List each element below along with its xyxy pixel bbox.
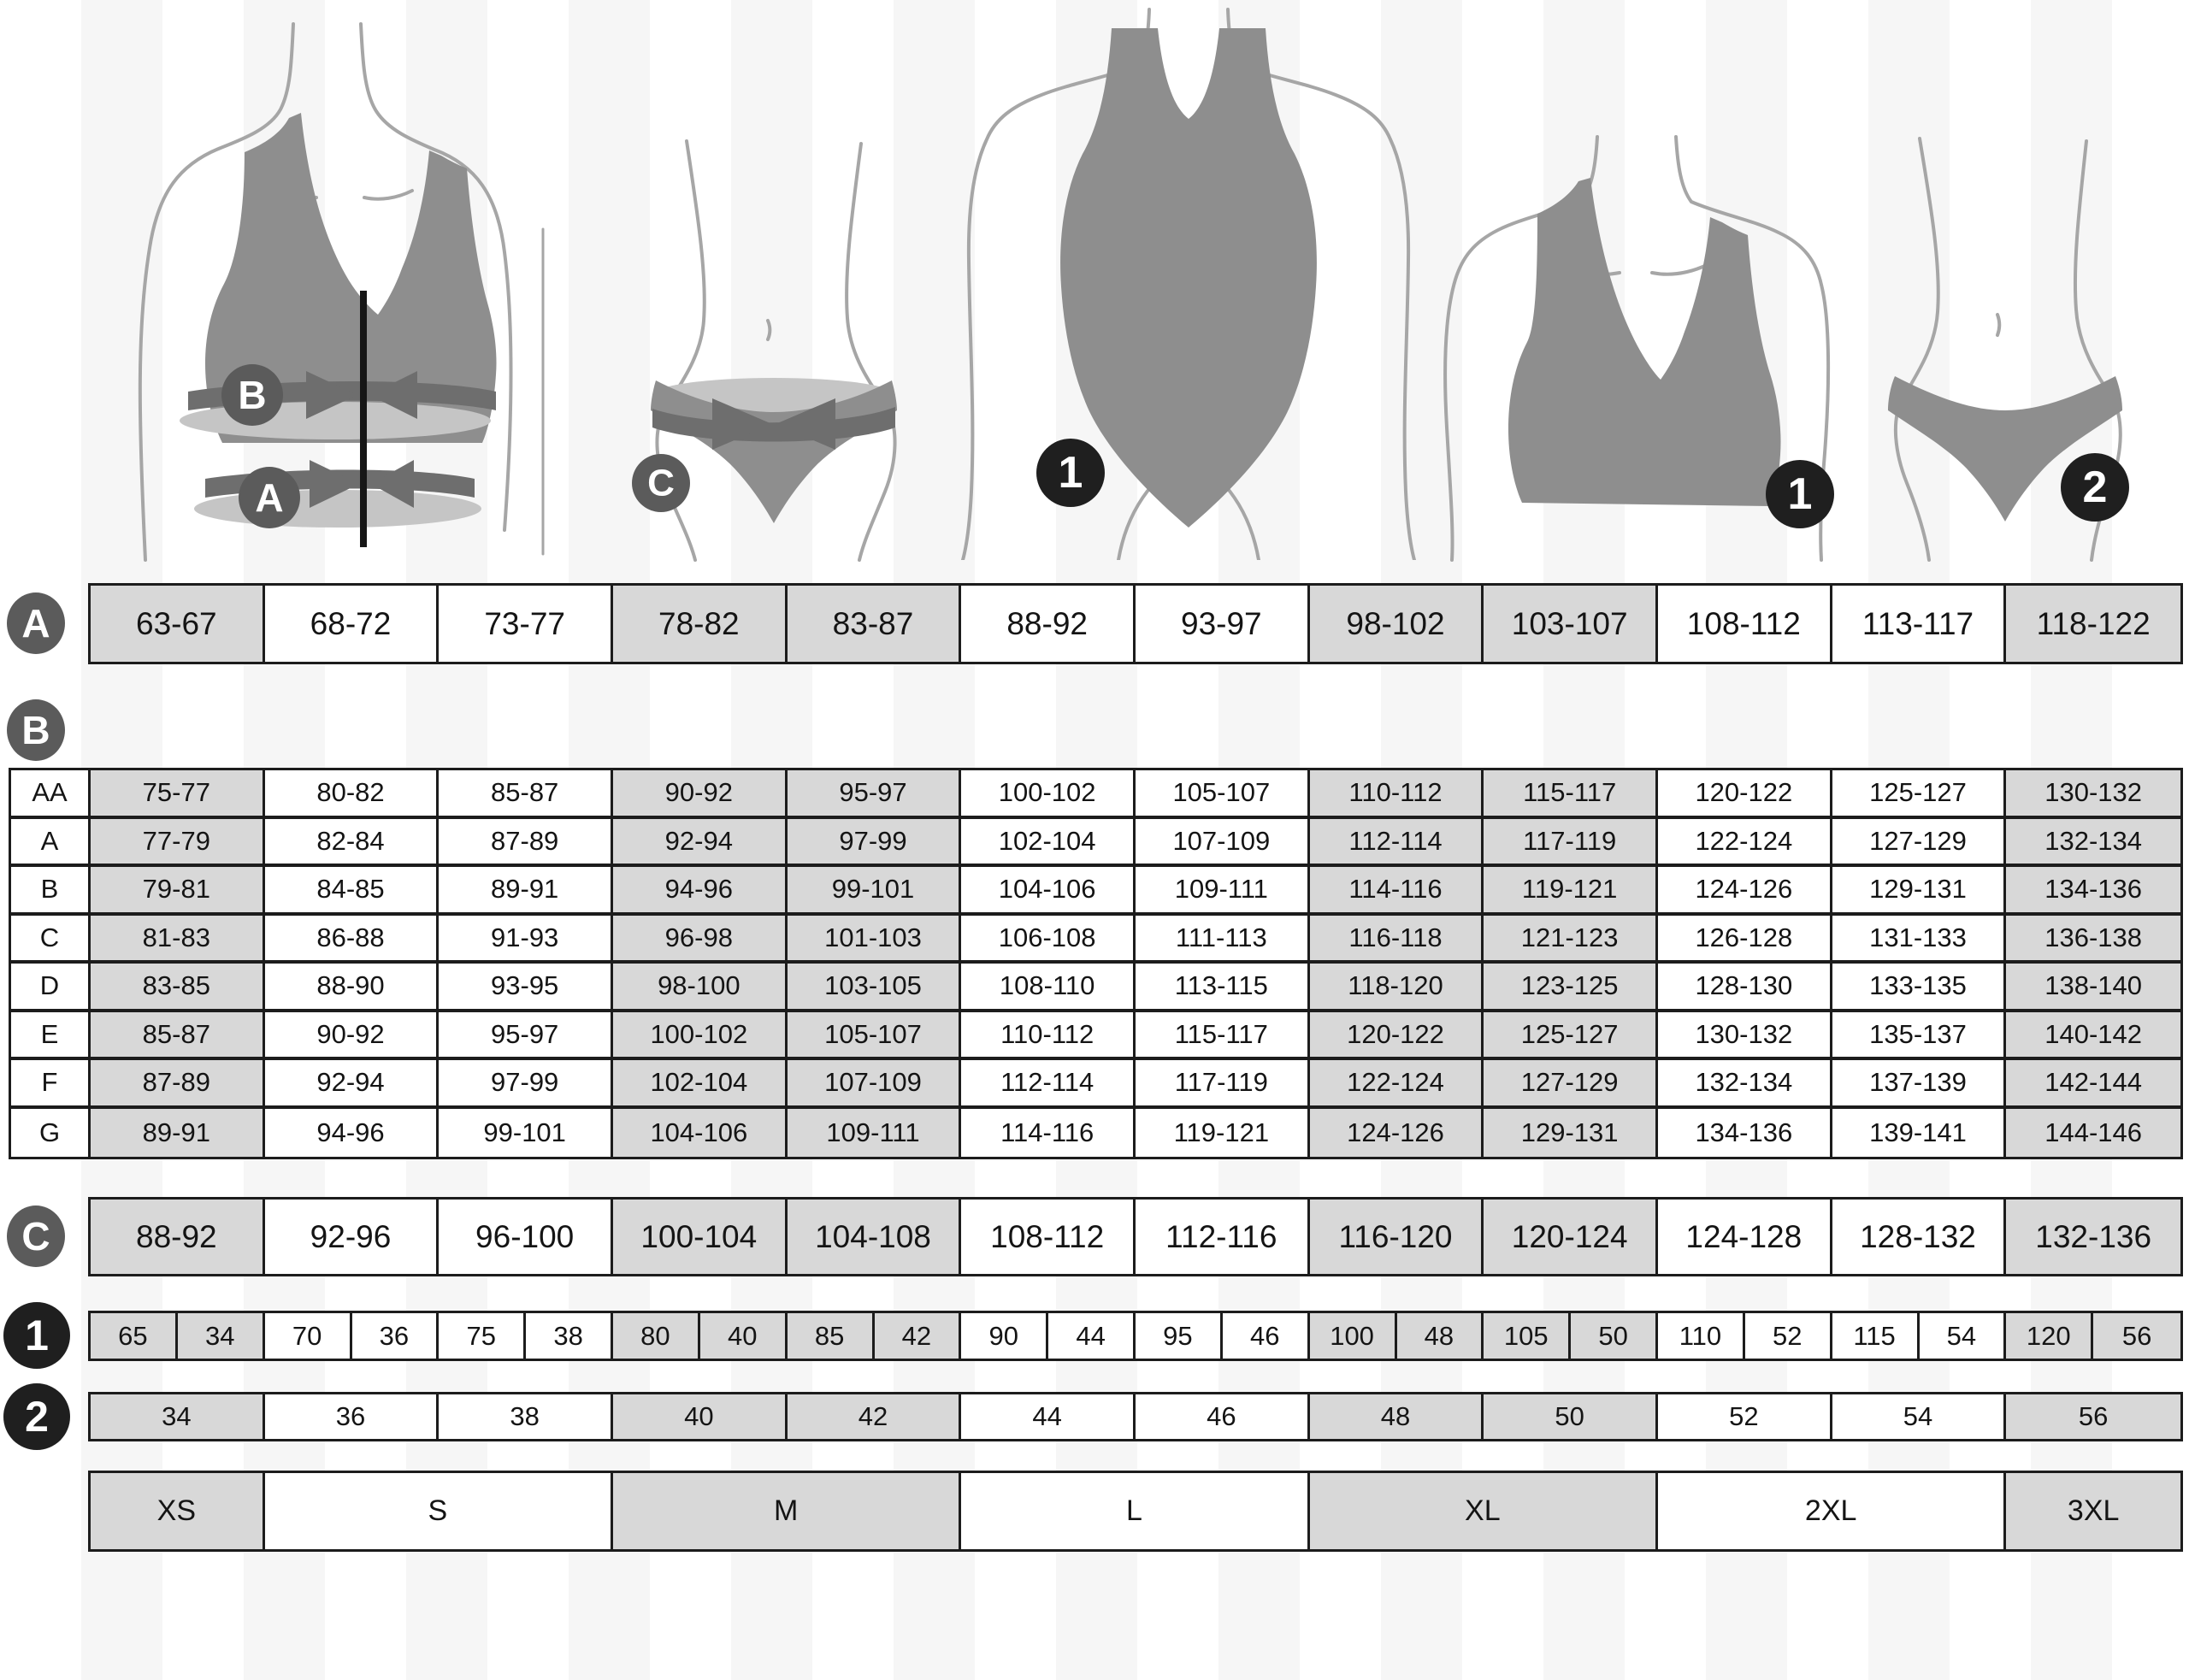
cup-range-cell: 121-123 — [1484, 916, 1658, 964]
band-size-cell: 70 — [265, 1313, 352, 1359]
dress-size-cell: 44 — [961, 1394, 1136, 1439]
cup-range-cell: 104-106 — [961, 867, 1136, 916]
cup-range-cell: 127-129 — [1832, 819, 2007, 868]
cup-row-label: AA — [11, 770, 91, 819]
band-size-cell: 95 — [1136, 1313, 1223, 1359]
cup-range-cell: 85-87 — [439, 770, 613, 819]
cup-range-cell: 134-136 — [1658, 1109, 1832, 1158]
cup-range-cell: 136-138 — [2006, 916, 2180, 964]
cup-row-label: B — [11, 867, 91, 916]
cup-row-label: A — [11, 819, 91, 868]
band-size-cell: 50 — [1571, 1313, 1658, 1359]
svg-text:A: A — [255, 475, 284, 520]
cup-range-cell: 105-107 — [1136, 770, 1310, 819]
cup-range-cell: 85-87 — [91, 1012, 265, 1061]
cup-range-cell: 116-118 — [1310, 916, 1484, 964]
cup-range-cell: 80-82 — [265, 770, 440, 819]
underbust-range-cell: 113-117 — [1832, 586, 2007, 662]
figure-badge-2 — [2061, 453, 2129, 522]
cup-range-cell: 109-111 — [788, 1109, 962, 1158]
cup-range-cell: 130-132 — [1658, 1012, 1832, 1061]
cup-range-cell: 128-130 — [1658, 964, 1832, 1012]
band-size-cell: 54 — [1920, 1313, 2007, 1359]
cup-range-cell: 132-134 — [2006, 819, 2180, 868]
intl-size-cell: S — [265, 1473, 613, 1549]
cup-range-cell: 107-109 — [788, 1060, 962, 1109]
cup-range-cell: 90-92 — [613, 770, 788, 819]
cup-range-cell: 94-96 — [265, 1109, 440, 1158]
underbust-range-cell: 103-107 — [1484, 586, 1658, 662]
cup-range-cell: 115-117 — [1136, 1012, 1310, 1061]
band-size-cell: 42 — [875, 1313, 962, 1359]
svg-text:C: C — [647, 462, 675, 504]
band-size-cell: 56 — [2093, 1313, 2180, 1359]
swimsuit-garment — [1060, 28, 1317, 528]
band-size-cell: 110 — [1658, 1313, 1745, 1359]
band-size-cell: 44 — [1048, 1313, 1136, 1359]
band-size-cell: 100 — [1310, 1313, 1397, 1359]
cup-range-cell: 83-85 — [91, 964, 265, 1012]
cup-range-cell: 114-116 — [1310, 867, 1484, 916]
cup-range-cell: 87-89 — [91, 1060, 265, 1109]
row-2-badge: 2 — [3, 1383, 70, 1450]
underbust-range-cell: 78-82 — [613, 586, 788, 662]
cup-range-cell: 124-126 — [1310, 1109, 1484, 1158]
cup-range-cell: 89-91 — [91, 1109, 265, 1158]
row-1-badge: 1 — [3, 1302, 70, 1369]
cup-range-cell: 119-121 — [1484, 867, 1658, 916]
hip-range-cell: 104-108 — [788, 1200, 962, 1274]
cup-range-cell: 112-114 — [961, 1060, 1136, 1109]
underbust-range-cell: 73-77 — [439, 586, 613, 662]
cup-range-cell: 87-89 — [439, 819, 613, 868]
cup-range-cell: 135-137 — [1832, 1012, 2007, 1061]
cup-range-cell: 98-100 — [613, 964, 788, 1012]
cup-range-cell: 112-114 — [1310, 819, 1484, 868]
hip-range-cell: 116-120 — [1310, 1200, 1484, 1274]
band-size-cell: 36 — [352, 1313, 440, 1359]
cup-range-cell: 81-83 — [91, 916, 265, 964]
panties-measurement-figure — [560, 128, 988, 564]
cup-range-cell: 126-128 — [1658, 916, 1832, 964]
cup-range-cell: 100-102 — [961, 770, 1136, 819]
cup-range-cell: 102-104 — [961, 819, 1136, 868]
cup-range-cell: 132-134 — [1658, 1060, 1832, 1109]
hip-range-cell: 132-136 — [2006, 1200, 2180, 1274]
cup-row-label: D — [11, 964, 91, 1012]
band-size-cell: 105 — [1484, 1313, 1571, 1359]
cup-range-cell: 86-88 — [265, 916, 440, 964]
cup-range-cell: 142-144 — [2006, 1060, 2180, 1109]
cup-range-cell: 79-81 — [91, 867, 265, 916]
row-c-badge: C — [7, 1205, 65, 1267]
cup-range-cell: 122-124 — [1310, 1060, 1484, 1109]
band-size-cell: 46 — [1223, 1313, 1310, 1359]
cup-range-cell: 129-131 — [1484, 1109, 1658, 1158]
dress-size-cell: 38 — [439, 1394, 613, 1439]
cup-range-cell: 110-112 — [961, 1012, 1136, 1061]
cup-range-cell: 113-115 — [1136, 964, 1310, 1012]
cup-range-cell: 115-117 — [1484, 770, 1658, 819]
cup-range-cell: 139-141 — [1832, 1109, 2007, 1158]
row-a-badge: A — [7, 592, 65, 654]
cup-range-cell: 125-127 — [1832, 770, 2007, 819]
cup-table-badge: B — [7, 699, 65, 761]
cup-range-cell: 127-129 — [1484, 1060, 1658, 1109]
cup-row-label: F — [11, 1060, 91, 1109]
dress-size-cell: 56 — [2006, 1394, 2180, 1439]
figure-badge-1 — [1766, 460, 1834, 528]
cup-range-cell: 133-135 — [1832, 964, 2007, 1012]
cup-range-cell: 97-99 — [788, 819, 962, 868]
cup-range-cell: 90-92 — [265, 1012, 440, 1061]
band-size-cell: 34 — [178, 1313, 265, 1359]
cup-range-cell: 104-106 — [613, 1109, 788, 1158]
cup-range-cell: 123-125 — [1484, 964, 1658, 1012]
cup-range-cell: 92-94 — [265, 1060, 440, 1109]
cup-range-cell: 82-84 — [265, 819, 440, 868]
cup-range-cell: 99-101 — [439, 1109, 613, 1158]
intl-size-cell: 2XL — [1658, 1473, 2006, 1549]
cup-range-cell: 138-140 — [2006, 964, 2180, 1012]
international-size-row — [88, 1471, 2183, 1552]
underbust-range-cell: 68-72 — [265, 586, 440, 662]
figure-badge-1 — [1036, 439, 1105, 507]
hip-range-cell: 108-112 — [961, 1200, 1136, 1274]
underbust-range-cell: 108-112 — [1658, 586, 1832, 662]
underbust-range-cell: 98-102 — [1310, 586, 1484, 662]
band-size-cell: 40 — [700, 1313, 788, 1359]
band-size-cell: 48 — [1397, 1313, 1484, 1359]
cup-range-cell: 129-131 — [1832, 867, 2007, 916]
cup-range-cell: 89-91 — [439, 867, 613, 916]
underbust-range-cell: 118-122 — [2006, 586, 2180, 662]
cup-row-label: G — [11, 1109, 91, 1158]
dress-size-cell: 54 — [1832, 1394, 2007, 1439]
cup-range-cell: 125-127 — [1484, 1012, 1658, 1061]
cup-range-cell: 119-121 — [1136, 1109, 1310, 1158]
band-size-cell: 80 — [613, 1313, 700, 1359]
cup-range-cell: 75-77 — [91, 770, 265, 819]
band-size-cell: 75 — [439, 1313, 526, 1359]
dress-size-cell: 36 — [265, 1394, 440, 1439]
cup-range-cell: 137-139 — [1832, 1060, 2007, 1109]
cup-range-cell: 102-104 — [613, 1060, 788, 1109]
dress-size-cell: 52 — [1658, 1394, 1832, 1439]
band-size-cell: 85 — [788, 1313, 875, 1359]
measuring-tape-light-underbust — [194, 490, 481, 528]
swimsuit-figure — [941, 4, 1437, 560]
hip-range-cell: 120-124 — [1484, 1200, 1658, 1274]
intl-size-cell: M — [613, 1473, 961, 1549]
bra-figure — [1411, 128, 1890, 564]
cup-range-cell: 131-133 — [1832, 916, 2007, 964]
svg-text:1: 1 — [1058, 448, 1083, 498]
cup-range-cell: 103-105 — [788, 964, 962, 1012]
hip-range-cell: 124-128 — [1658, 1200, 1832, 1274]
cup-row-label: E — [11, 1012, 91, 1061]
svg-text:1: 1 — [1787, 469, 1813, 519]
cup-range-cell: 92-94 — [613, 819, 788, 868]
cup-range-cell: 88-90 — [265, 964, 440, 1012]
cup-range-cell: 106-108 — [961, 916, 1136, 964]
cup-range-cell: 134-136 — [2006, 867, 2180, 916]
panties-figure — [1838, 128, 2180, 564]
band-size-cell: 115 — [1832, 1313, 1920, 1359]
cup-range-cell: 122-124 — [1658, 819, 1832, 868]
cup-range-cell: 95-97 — [439, 1012, 613, 1061]
intl-size-cell: XS — [91, 1473, 265, 1549]
hip-range-cell: 88-92 — [91, 1200, 265, 1274]
cup-range-cell: 130-132 — [2006, 770, 2180, 819]
dress-size-cell: 42 — [788, 1394, 962, 1439]
cup-range-cell: 91-93 — [439, 916, 613, 964]
dress-size-row — [88, 1392, 2183, 1441]
cup-range-cell: 120-122 — [1310, 1012, 1484, 1061]
cup-range-cell: 84-85 — [265, 867, 440, 916]
figure-badge-b — [221, 364, 283, 426]
bra-garment — [1508, 178, 1781, 506]
bra-measurement-figure — [77, 9, 573, 564]
cup-range-cell: 105-107 — [788, 1012, 962, 1061]
band-size-cell: 120 — [2006, 1313, 2093, 1359]
cup-range-cell: 97-99 — [439, 1060, 613, 1109]
band-size-cell: 38 — [526, 1313, 613, 1359]
hip-range-cell: 92-96 — [265, 1200, 440, 1274]
underbust-range-cell: 88-92 — [961, 586, 1136, 662]
figure-badge-c — [632, 454, 690, 512]
cup-range-cell: 108-110 — [961, 964, 1136, 1012]
cup-range-cell: 93-95 — [439, 964, 613, 1012]
cup-range-cell: 124-126 — [1658, 867, 1832, 916]
cup-range-cell: 94-96 — [613, 867, 788, 916]
figure-badge-a — [239, 467, 300, 528]
cup-size-table — [9, 768, 2183, 1159]
cup-range-cell: 114-116 — [961, 1109, 1136, 1158]
cup-row-label: C — [11, 916, 91, 964]
cup-range-cell: 144-146 — [2006, 1109, 2180, 1158]
cup-range-cell: 99-101 — [788, 867, 962, 916]
underbust-range-cell: 83-87 — [788, 586, 962, 662]
cup-range-cell: 110-112 — [1310, 770, 1484, 819]
band-size-cell: 52 — [1745, 1313, 1832, 1359]
underbust-row — [88, 583, 2183, 664]
cup-range-cell: 95-97 — [788, 770, 962, 819]
cup-range-cell: 140-142 — [2006, 1012, 2180, 1061]
hip-range-cell: 128-132 — [1832, 1200, 2007, 1274]
cup-range-cell: 100-102 — [613, 1012, 788, 1061]
dress-size-cell: 34 — [91, 1394, 265, 1439]
underbust-range-cell: 63-67 — [91, 586, 265, 662]
intl-size-cell: L — [961, 1473, 1309, 1549]
cup-range-cell: 120-122 — [1658, 770, 1832, 819]
band-size-cell: 90 — [961, 1313, 1048, 1359]
dress-size-cell: 46 — [1136, 1394, 1310, 1439]
cup-range-cell: 111-113 — [1136, 916, 1310, 964]
svg-text:B: B — [238, 373, 267, 417]
underbust-range-cell: 93-97 — [1136, 586, 1310, 662]
intl-size-cell: XL — [1310, 1473, 1658, 1549]
hip-range-cell: 100-104 — [613, 1200, 788, 1274]
dress-size-cell: 48 — [1310, 1394, 1484, 1439]
band-size-cell: 65 — [91, 1313, 178, 1359]
cup-range-cell: 109-111 — [1136, 867, 1310, 916]
intl-size-cell: 3XL — [2006, 1473, 2180, 1549]
dress-size-cell: 50 — [1484, 1394, 1658, 1439]
cup-range-cell: 118-120 — [1310, 964, 1484, 1012]
band-size-row — [88, 1311, 2183, 1361]
cup-range-cell: 101-103 — [788, 916, 962, 964]
hip-row — [88, 1197, 2183, 1276]
hip-range-cell: 112-116 — [1136, 1200, 1310, 1274]
svg-text:2: 2 — [2082, 463, 2108, 512]
cup-range-cell: 77-79 — [91, 819, 265, 868]
dress-size-cell: 40 — [613, 1394, 788, 1439]
hip-range-cell: 96-100 — [439, 1200, 613, 1274]
cup-range-cell: 96-98 — [613, 916, 788, 964]
cup-range-cell: 107-109 — [1136, 819, 1310, 868]
cup-range-cell: 117-119 — [1484, 819, 1658, 868]
cup-range-cell: 117-119 — [1136, 1060, 1310, 1109]
